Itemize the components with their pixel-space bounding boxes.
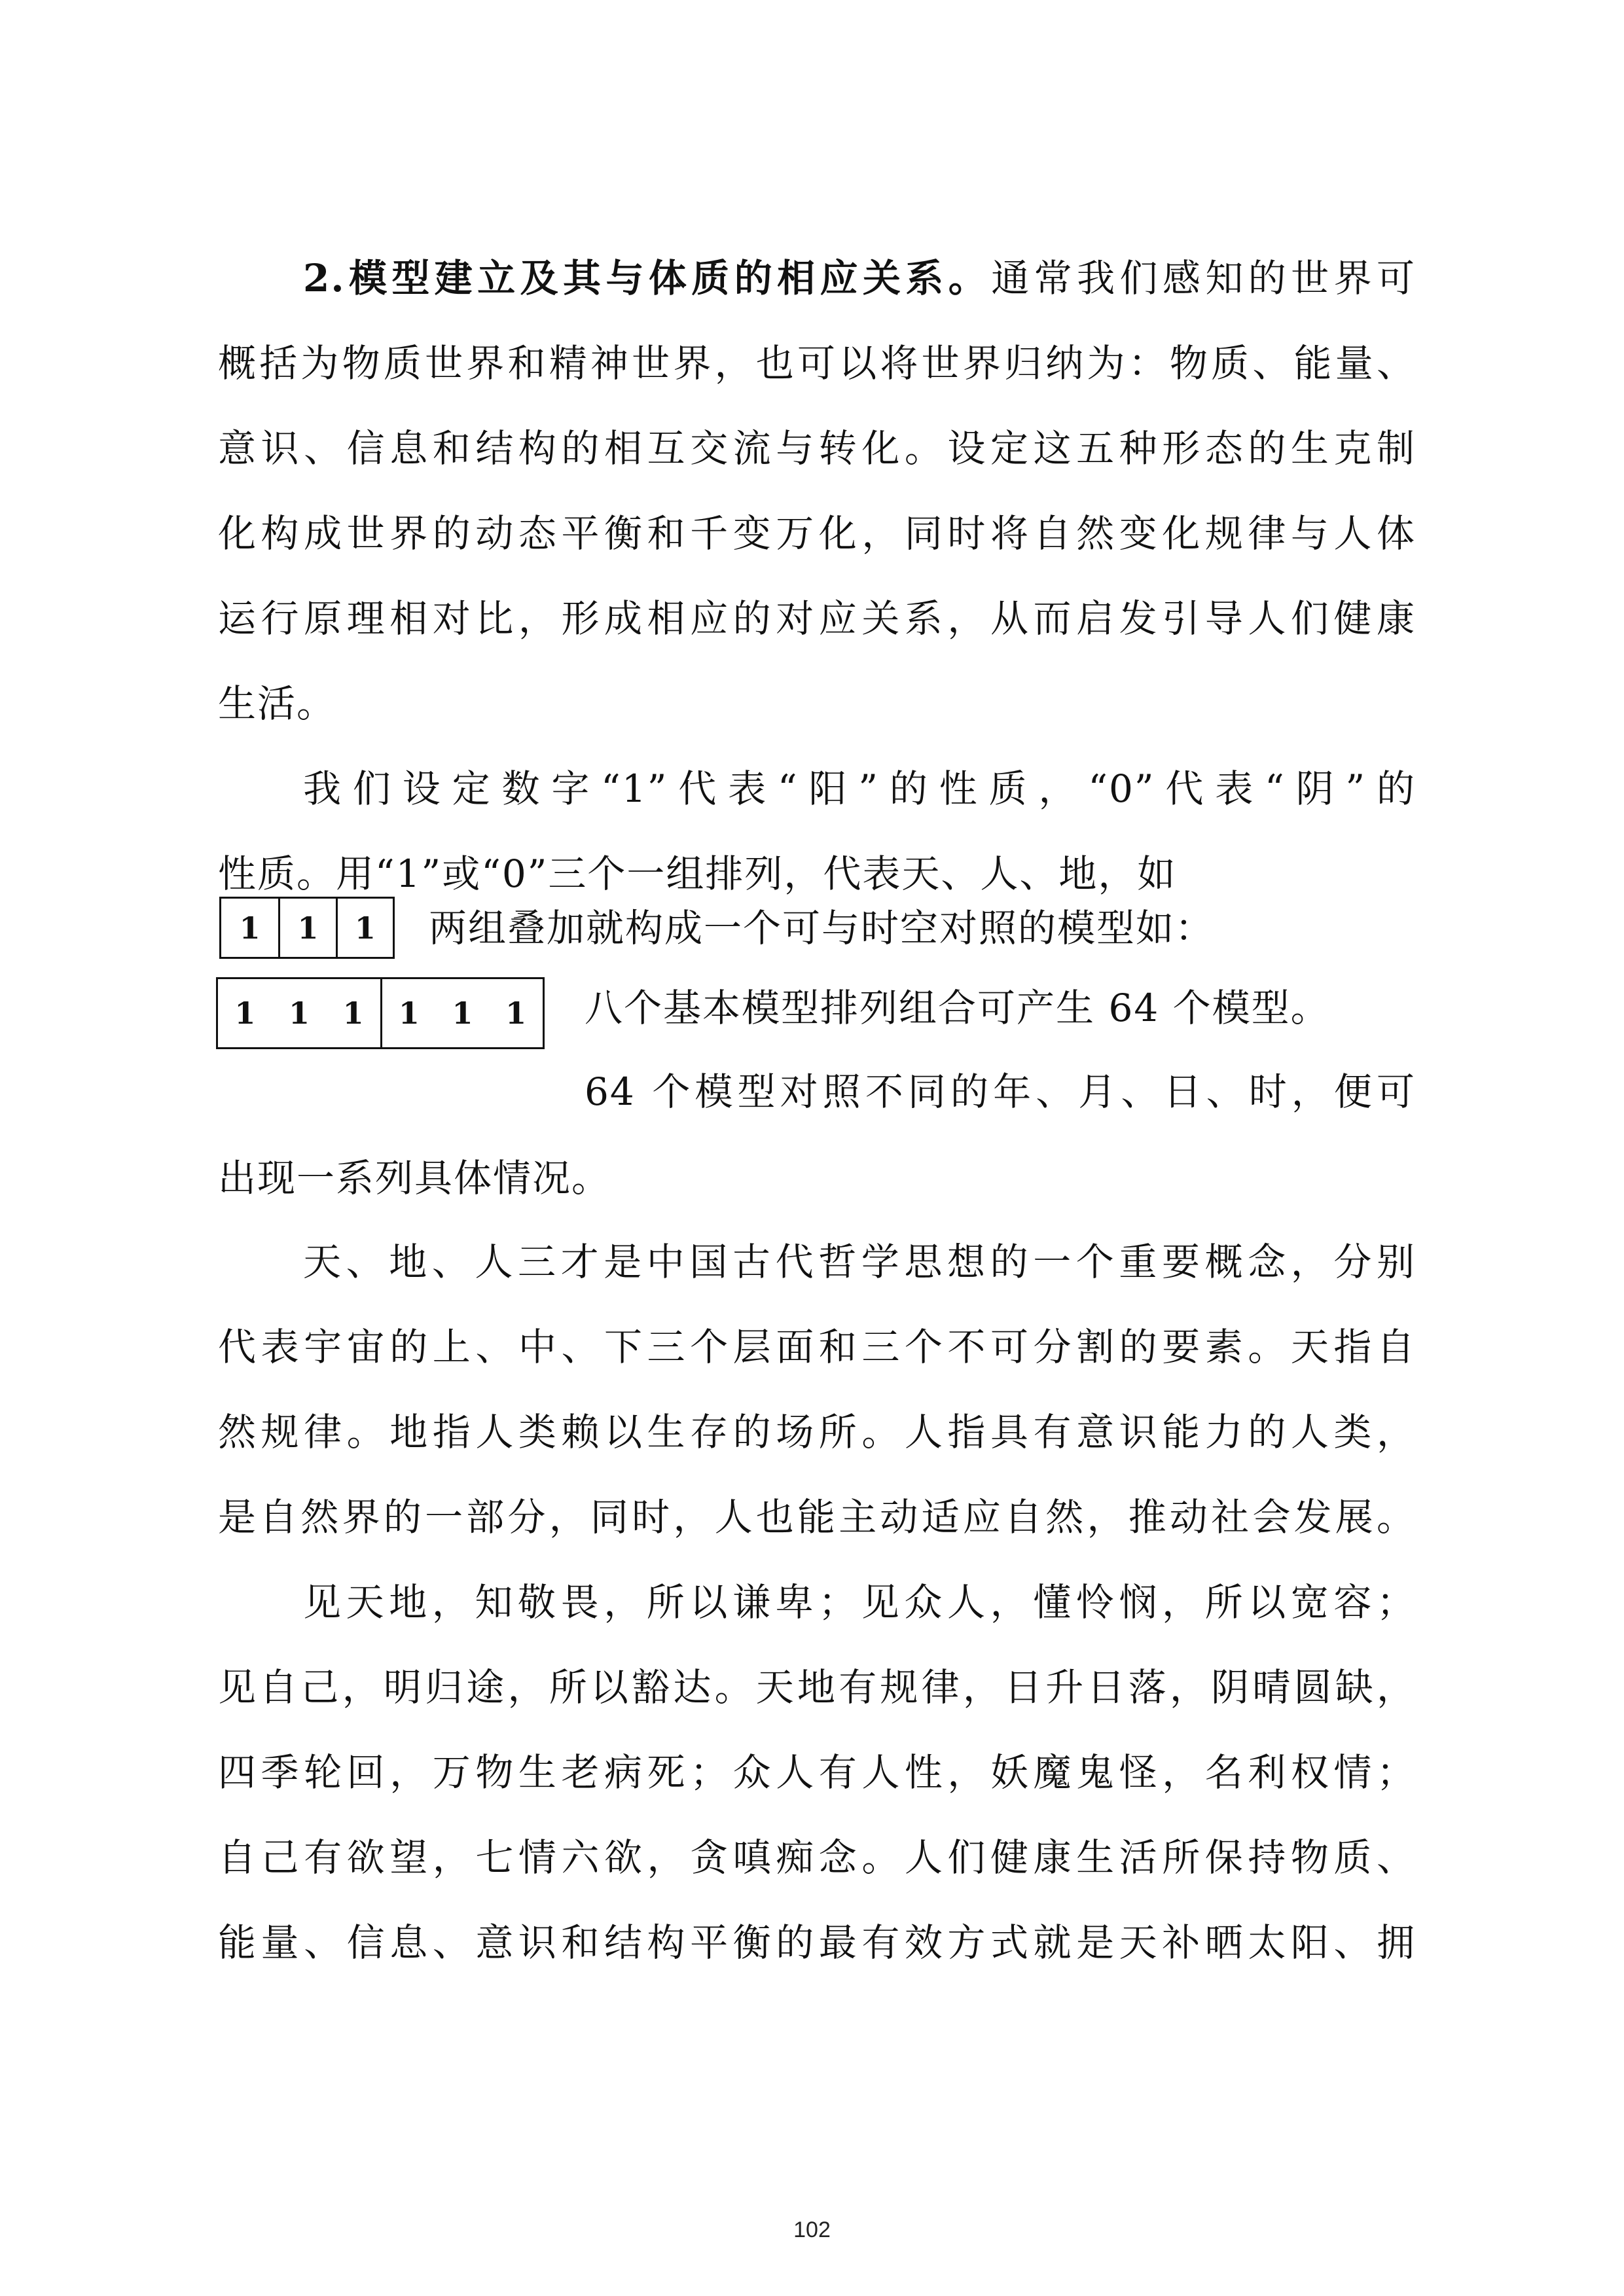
paragraph-3-line-2: 代表宇宙的上、中、下三个层面和三个不可分割的要素。天指自 [218, 1325, 1416, 1369]
paragraph-1-line-2: 概括为物质世界和精神世界，也可以将世界归纳为：物质、能量、 [218, 341, 1416, 386]
paragraph-3-line-3: 然规律。地指人类赖以生存的场所。人指具有意识能力的人类， [218, 1410, 1416, 1454]
three-line-model-box [219, 897, 395, 959]
paragraph-1-line-1 [303, 252, 1416, 304]
paragraph-4-line-5: 能量、信息、意识和结构平衡的最有效方式就是天补晒太阳、拥 [218, 1920, 1416, 1965]
paragraph-2-line-3: 两组叠加就构成一个可与时空对照的模型如： [429, 906, 1215, 950]
paragraph-4-line-1: 见天地，知敬畏，所以谦卑；见众人，懂怜悯，所以宽容； [303, 1580, 1416, 1624]
paragraph-2-line-1: 我们设定数字“1”代表“阳”的性质，“0”代表“阴”的 [303, 766, 1416, 811]
paragraph-1-line-3: 意识、信息和结构的相互交流与转化。设定这五种形态的生克制 [218, 426, 1416, 471]
model-digit: 1 [452, 996, 473, 1031]
paragraph-4-line-4: 自己有欲望，七情六欲，贪嗔痴念。人们健康生活所保持物质、 [218, 1835, 1416, 1880]
paragraph-4-line-3: 四季轮回，万物生老病死；众人有人性，妖魔鬼怪，名利权情； [218, 1750, 1416, 1795]
paragraph-1-line-4: 化构成世界的动态平衡和千变万化，同时将自然变化规律与人体 [218, 511, 1416, 556]
model-group-lower [380, 979, 543, 1047]
paragraph-2-line-6: 出现一系列具体情况。 [218, 1156, 611, 1200]
model-cell: 1 [239, 910, 261, 946]
paragraph-2-line-4: 八个基本模型排列组合可产生 64 个模型。 [585, 986, 1330, 1030]
paragraph-3-line-1: 天、地、人三才是中国古代哲学思想的一个重要概念，分别 [303, 1240, 1416, 1284]
model-cell: 1 [336, 899, 393, 957]
paragraph-1-line-6: 生活。 [218, 681, 336, 726]
paragraph-3-line-4: 是自然界的一部分，同时，人也能主动适应自然，推动社会发展。 [218, 1495, 1416, 1539]
paragraph-4-line-2: 见自己，明归途，所以豁达。天地有规律，日升日落，阴晴圆缺， [218, 1665, 1416, 1710]
paragraph-1-text: 通常我们感知的世界可 [991, 256, 1416, 300]
page-number: 102 [793, 2217, 831, 2242]
model-digit: 1 [288, 996, 310, 1031]
model-cell: 1 [278, 899, 335, 957]
paragraph-2-line-5: 64 个模型对照不同的年、月、日、时，便可 [585, 1069, 1416, 1114]
model-digit: 1 [505, 996, 527, 1031]
paragraph-2-line-2: 性质。用“1”或“0”三个一组排列，代表天、人、地，如 [218, 852, 1177, 896]
section-heading: 2.模型建立及其与体质的相应关系。 [303, 256, 992, 300]
model-digit: 1 [342, 996, 364, 1031]
model-group-upper [218, 979, 380, 1047]
model-digit: 1 [398, 996, 420, 1031]
six-line-model-box [216, 977, 545, 1049]
paragraph-1-line-5: 运行原理相对比，形成相应的对应关系，从而启发引导人们健康 [218, 596, 1416, 641]
model-digit: 1 [234, 996, 256, 1031]
